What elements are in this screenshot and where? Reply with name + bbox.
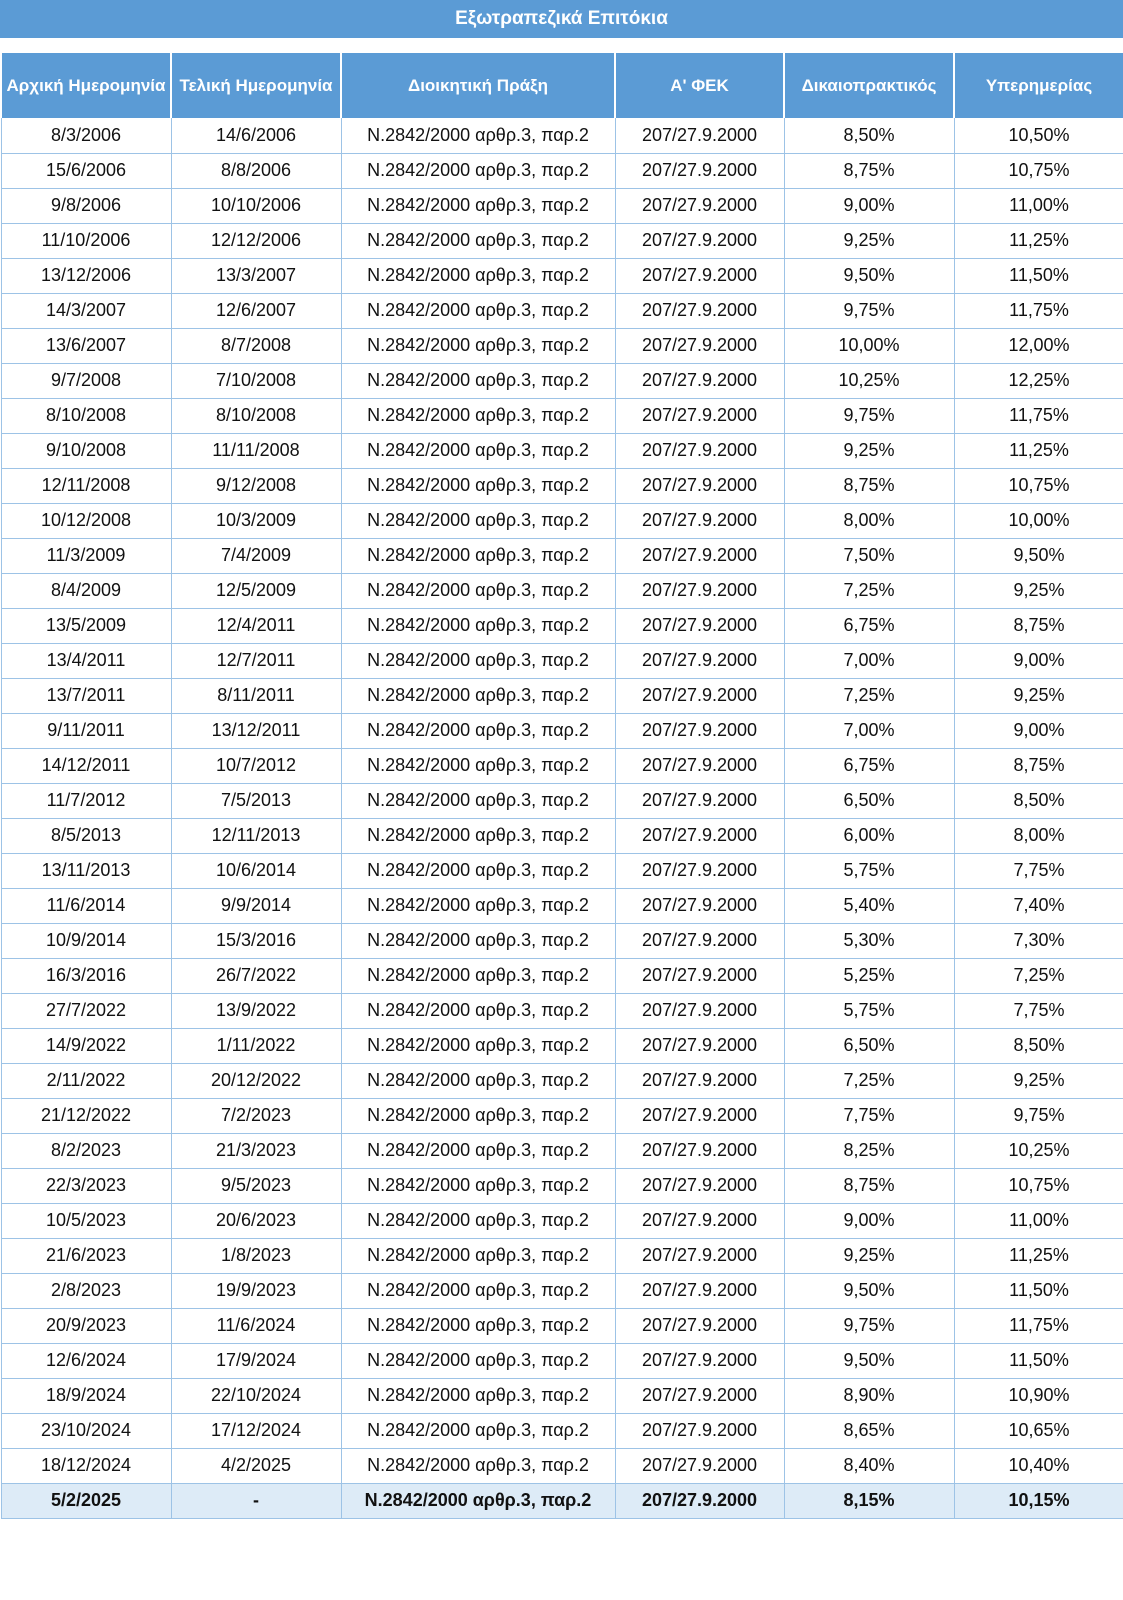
contractual-rate-cell: 7,25% [784, 573, 954, 608]
end-date-cell: 11/11/2008 [171, 433, 341, 468]
start-date-cell: 2/11/2022 [1, 1063, 171, 1098]
table-row [1, 188, 1123, 223]
table-row [1, 783, 1123, 818]
table-row [1, 643, 1123, 678]
fek-cell: 207/27.9.2000 [615, 1028, 784, 1063]
table-row [1, 573, 1123, 608]
table-title: Εξωτραπεζικά Επιτόκια [0, 0, 1123, 38]
table-row [1, 853, 1123, 888]
contractual-rate-cell: 9,25% [784, 433, 954, 468]
start-date-cell: 16/3/2016 [1, 958, 171, 993]
end-date-cell: 12/11/2013 [171, 818, 341, 853]
fek-cell: 207/27.9.2000 [615, 433, 784, 468]
default-rate-cell: 7,30% [954, 923, 1123, 958]
start-date-cell: 11/3/2009 [1, 538, 171, 573]
act-cell: Ν.2842/2000 αρθρ.3, παρ.2 [341, 1308, 615, 1343]
start-date-cell: 11/7/2012 [1, 783, 171, 818]
end-date-cell: 9/5/2023 [171, 1168, 341, 1203]
act-cell: Ν.2842/2000 αρθρ.3, παρ.2 [341, 713, 615, 748]
default-rate-cell: 8,75% [954, 608, 1123, 643]
fek-cell: 207/27.9.2000 [615, 958, 784, 993]
column-header-end-date: Τελική Ημερομηνία [171, 53, 341, 118]
end-date-cell: 8/10/2008 [171, 398, 341, 433]
end-date-cell: 1/8/2023 [171, 1238, 341, 1273]
contractual-rate-cell: 6,75% [784, 608, 954, 643]
table-row [1, 888, 1123, 923]
fek-cell: 207/27.9.2000 [615, 573, 784, 608]
start-date-cell: 14/3/2007 [1, 293, 171, 328]
act-cell: Ν.2842/2000 αρθρ.3, παρ.2 [341, 223, 615, 258]
table-row [1, 1343, 1123, 1378]
default-rate-cell: 10,75% [954, 468, 1123, 503]
table-row [1, 1098, 1123, 1133]
contractual-rate-cell: 9,25% [784, 1238, 954, 1273]
default-rate-cell: 8,75% [954, 748, 1123, 783]
fek-cell: 207/27.9.2000 [615, 678, 784, 713]
start-date-cell: 13/12/2006 [1, 258, 171, 293]
contractual-rate-cell: 8,75% [784, 1168, 954, 1203]
default-rate-cell: 8,50% [954, 1028, 1123, 1063]
table-row [1, 1483, 1123, 1518]
start-date-cell: 8/4/2009 [1, 573, 171, 608]
end-date-cell: 13/3/2007 [171, 258, 341, 293]
act-cell: Ν.2842/2000 αρθρ.3, παρ.2 [341, 678, 615, 713]
start-date-cell: 10/5/2023 [1, 1203, 171, 1238]
act-cell: Ν.2842/2000 αρθρ.3, παρ.2 [341, 993, 615, 1028]
act-cell: Ν.2842/2000 αρθρ.3, παρ.2 [341, 433, 615, 468]
default-rate-cell: 8,00% [954, 818, 1123, 853]
table-row [1, 678, 1123, 713]
start-date-cell: 10/12/2008 [1, 503, 171, 538]
contractual-rate-cell: 9,50% [784, 258, 954, 293]
act-cell: Ν.2842/2000 αρθρ.3, παρ.2 [341, 923, 615, 958]
contractual-rate-cell: 7,00% [784, 713, 954, 748]
end-date-cell: 7/5/2013 [171, 783, 341, 818]
default-rate-cell: 11,75% [954, 1308, 1123, 1343]
start-date-cell: 2/8/2023 [1, 1273, 171, 1308]
act-cell: Ν.2842/2000 αρθρ.3, παρ.2 [341, 573, 615, 608]
table-row [1, 1203, 1123, 1238]
act-cell: Ν.2842/2000 αρθρ.3, παρ.2 [341, 1133, 615, 1168]
end-date-cell: 17/12/2024 [171, 1413, 341, 1448]
start-date-cell: 10/9/2014 [1, 923, 171, 958]
fek-cell: 207/27.9.2000 [615, 223, 784, 258]
contractual-rate-cell: 6,00% [784, 818, 954, 853]
default-rate-cell: 11,50% [954, 258, 1123, 293]
table-row [1, 1133, 1123, 1168]
default-rate-cell: 10,15% [954, 1483, 1123, 1518]
act-cell: Ν.2842/2000 αρθρ.3, παρ.2 [341, 1063, 615, 1098]
act-cell: Ν.2842/2000 αρθρ.3, παρ.2 [341, 1098, 615, 1133]
start-date-cell: 9/7/2008 [1, 363, 171, 398]
table-row [1, 1168, 1123, 1203]
fek-cell: 207/27.9.2000 [615, 153, 784, 188]
default-rate-cell: 11,75% [954, 293, 1123, 328]
end-date-cell: 12/5/2009 [171, 573, 341, 608]
default-rate-cell: 7,75% [954, 993, 1123, 1028]
table-row [1, 993, 1123, 1028]
default-rate-cell: 8,50% [954, 783, 1123, 818]
start-date-cell: 21/6/2023 [1, 1238, 171, 1273]
default-rate-cell: 7,40% [954, 888, 1123, 923]
start-date-cell: 14/12/2011 [1, 748, 171, 783]
start-date-cell: 20/9/2023 [1, 1308, 171, 1343]
end-date-cell: 10/3/2009 [171, 503, 341, 538]
start-date-cell: 13/4/2011 [1, 643, 171, 678]
act-cell: Ν.2842/2000 αρθρ.3, παρ.2 [341, 783, 615, 818]
end-date-cell: 19/9/2023 [171, 1273, 341, 1308]
end-date-cell: 7/2/2023 [171, 1098, 341, 1133]
contractual-rate-cell: 7,50% [784, 538, 954, 573]
start-date-cell: 11/6/2014 [1, 888, 171, 923]
end-date-cell: 8/11/2011 [171, 678, 341, 713]
act-cell: Ν.2842/2000 αρθρ.3, παρ.2 [341, 188, 615, 223]
table-row [1, 398, 1123, 433]
fek-cell: 207/27.9.2000 [615, 1098, 784, 1133]
end-date-cell: 13/12/2011 [171, 713, 341, 748]
start-date-cell: 8/2/2023 [1, 1133, 171, 1168]
fek-cell: 207/27.9.2000 [615, 1483, 784, 1518]
start-date-cell: 13/11/2013 [1, 853, 171, 888]
column-header-default-rate: Υπερημερίας [954, 53, 1123, 118]
contractual-rate-cell: 6,75% [784, 748, 954, 783]
fek-cell: 207/27.9.2000 [615, 1238, 784, 1273]
act-cell: Ν.2842/2000 αρθρ.3, παρ.2 [341, 1273, 615, 1308]
act-cell: Ν.2842/2000 αρθρ.3, παρ.2 [341, 1448, 615, 1483]
table-row [1, 1308, 1123, 1343]
default-rate-cell: 9,25% [954, 573, 1123, 608]
fek-cell: 207/27.9.2000 [615, 468, 784, 503]
contractual-rate-cell: 8,15% [784, 1483, 954, 1518]
end-date-cell: 8/8/2006 [171, 153, 341, 188]
default-rate-cell: 9,50% [954, 538, 1123, 573]
contractual-rate-cell: 5,40% [784, 888, 954, 923]
act-cell: Ν.2842/2000 αρθρ.3, παρ.2 [341, 888, 615, 923]
default-rate-cell: 11,50% [954, 1273, 1123, 1308]
act-cell: Ν.2842/2000 αρθρ.3, παρ.2 [341, 328, 615, 363]
start-date-cell: 27/7/2022 [1, 993, 171, 1028]
contractual-rate-cell: 9,50% [784, 1343, 954, 1378]
contractual-rate-cell: 9,75% [784, 1308, 954, 1343]
act-cell: Ν.2842/2000 αρθρ.3, παρ.2 [341, 363, 615, 398]
contractual-rate-cell: 9,75% [784, 398, 954, 433]
fek-cell: 207/27.9.2000 [615, 1378, 784, 1413]
table-body [1, 118, 1123, 1518]
fek-cell: 207/27.9.2000 [615, 783, 784, 818]
fek-cell: 207/27.9.2000 [615, 748, 784, 783]
default-rate-cell: 7,75% [954, 853, 1123, 888]
fek-cell: 207/27.9.2000 [615, 818, 784, 853]
column-header-contractual-rate: Δικαιοπρακτικός [784, 53, 954, 118]
table-row [1, 923, 1123, 958]
default-rate-cell: 9,25% [954, 1063, 1123, 1098]
default-rate-cell: 10,40% [954, 1448, 1123, 1483]
fek-cell: 207/27.9.2000 [615, 923, 784, 958]
fek-cell: 207/27.9.2000 [615, 188, 784, 223]
act-cell: Ν.2842/2000 αρθρ.3, παρ.2 [341, 958, 615, 993]
default-rate-cell: 11,00% [954, 1203, 1123, 1238]
contractual-rate-cell: 6,50% [784, 1028, 954, 1063]
contractual-rate-cell: 7,25% [784, 1063, 954, 1098]
act-cell: Ν.2842/2000 αρθρ.3, παρ.2 [341, 1343, 615, 1378]
contractual-rate-cell: 5,30% [784, 923, 954, 958]
end-date-cell: 12/7/2011 [171, 643, 341, 678]
end-date-cell: 8/7/2008 [171, 328, 341, 363]
fek-cell: 207/27.9.2000 [615, 118, 784, 153]
fek-cell: 207/27.9.2000 [615, 713, 784, 748]
contractual-rate-cell: 8,50% [784, 118, 954, 153]
fek-cell: 207/27.9.2000 [615, 503, 784, 538]
fek-cell: 207/27.9.2000 [615, 1063, 784, 1098]
end-date-cell: 12/4/2011 [171, 608, 341, 643]
fek-cell: 207/27.9.2000 [615, 538, 784, 573]
end-date-cell: 20/12/2022 [171, 1063, 341, 1098]
default-rate-cell: 10,25% [954, 1133, 1123, 1168]
end-date-cell: 4/2/2025 [171, 1448, 341, 1483]
default-rate-cell: 10,90% [954, 1378, 1123, 1413]
contractual-rate-cell: 10,25% [784, 363, 954, 398]
end-date-cell: 9/12/2008 [171, 468, 341, 503]
table-header [1, 53, 1123, 118]
act-cell: Ν.2842/2000 αρθρ.3, παρ.2 [341, 468, 615, 503]
contractual-rate-cell: 8,40% [784, 1448, 954, 1483]
contractual-rate-cell: 8,75% [784, 153, 954, 188]
table-row [1, 363, 1123, 398]
end-date-cell: 10/7/2012 [171, 748, 341, 783]
act-cell: Ν.2842/2000 αρθρ.3, παρ.2 [341, 1413, 615, 1448]
fek-cell: 207/27.9.2000 [615, 1133, 784, 1168]
end-date-cell: 10/10/2006 [171, 188, 341, 223]
fek-cell: 207/27.9.2000 [615, 1308, 784, 1343]
start-date-cell: 9/8/2006 [1, 188, 171, 223]
contractual-rate-cell: 9,25% [784, 223, 954, 258]
table-row [1, 1378, 1123, 1413]
fek-cell: 207/27.9.2000 [615, 398, 784, 433]
contractual-rate-cell: 7,75% [784, 1098, 954, 1133]
table-row [1, 713, 1123, 748]
table-row [1, 958, 1123, 993]
act-cell: Ν.2842/2000 αρθρ.3, παρ.2 [341, 1028, 615, 1063]
table-row [1, 223, 1123, 258]
contractual-rate-cell: 9,00% [784, 1203, 954, 1238]
start-date-cell: 8/10/2008 [1, 398, 171, 433]
fek-cell: 207/27.9.2000 [615, 888, 784, 923]
act-cell: Ν.2842/2000 αρθρ.3, παρ.2 [341, 153, 615, 188]
contractual-rate-cell: 5,25% [784, 958, 954, 993]
contractual-rate-cell: 9,00% [784, 188, 954, 223]
fek-cell: 207/27.9.2000 [615, 1168, 784, 1203]
start-date-cell: 9/11/2011 [1, 713, 171, 748]
table-row [1, 503, 1123, 538]
contractual-rate-cell: 8,00% [784, 503, 954, 538]
end-date-cell: 10/6/2014 [171, 853, 341, 888]
table-row [1, 1238, 1123, 1273]
default-rate-cell: 11,75% [954, 398, 1123, 433]
start-date-cell: 11/10/2006 [1, 223, 171, 258]
act-cell: Ν.2842/2000 αρθρ.3, παρ.2 [341, 398, 615, 433]
contractual-rate-cell: 7,25% [784, 678, 954, 713]
start-date-cell: 12/6/2024 [1, 1343, 171, 1378]
end-date-cell: 20/6/2023 [171, 1203, 341, 1238]
fek-cell: 207/27.9.2000 [615, 1343, 784, 1378]
end-date-cell: 9/9/2014 [171, 888, 341, 923]
act-cell: Ν.2842/2000 αρθρ.3, παρ.2 [341, 1168, 615, 1203]
contractual-rate-cell: 9,75% [784, 293, 954, 328]
act-cell: Ν.2842/2000 αρθρ.3, παρ.2 [341, 293, 615, 328]
end-date-cell: - [171, 1483, 341, 1518]
contractual-rate-cell: 5,75% [784, 853, 954, 888]
start-date-cell: 23/10/2024 [1, 1413, 171, 1448]
end-date-cell: 17/9/2024 [171, 1343, 341, 1378]
table-row [1, 1273, 1123, 1308]
default-rate-cell: 11,00% [954, 188, 1123, 223]
fek-cell: 207/27.9.2000 [615, 853, 784, 888]
contractual-rate-cell: 7,00% [784, 643, 954, 678]
fek-cell: 207/27.9.2000 [615, 608, 784, 643]
table-row [1, 818, 1123, 853]
end-date-cell: 1/11/2022 [171, 1028, 341, 1063]
contractual-rate-cell: 8,25% [784, 1133, 954, 1168]
act-cell: Ν.2842/2000 αρθρ.3, παρ.2 [341, 1238, 615, 1273]
default-rate-cell: 12,25% [954, 363, 1123, 398]
fek-cell: 207/27.9.2000 [615, 293, 784, 328]
contractual-rate-cell: 8,75% [784, 468, 954, 503]
fek-cell: 207/27.9.2000 [615, 1413, 784, 1448]
act-cell: Ν.2842/2000 αρθρ.3, παρ.2 [341, 853, 615, 888]
fek-cell: 207/27.9.2000 [615, 993, 784, 1028]
end-date-cell: 15/3/2016 [171, 923, 341, 958]
end-date-cell: 21/3/2023 [171, 1133, 341, 1168]
start-date-cell: 12/11/2008 [1, 468, 171, 503]
table-row [1, 153, 1123, 188]
table-row [1, 293, 1123, 328]
act-cell: Ν.2842/2000 αρθρ.3, παρ.2 [341, 608, 615, 643]
default-rate-cell: 10,75% [954, 153, 1123, 188]
default-rate-cell: 12,00% [954, 328, 1123, 363]
table-row [1, 258, 1123, 293]
table-row [1, 538, 1123, 573]
start-date-cell: 18/12/2024 [1, 1448, 171, 1483]
start-date-cell: 13/5/2009 [1, 608, 171, 643]
start-date-cell: 13/7/2011 [1, 678, 171, 713]
table-row [1, 1448, 1123, 1483]
fek-cell: 207/27.9.2000 [615, 363, 784, 398]
act-cell: Ν.2842/2000 αρθρ.3, παρ.2 [341, 538, 615, 573]
default-rate-cell: 10,75% [954, 1168, 1123, 1203]
fek-cell: 207/27.9.2000 [615, 328, 784, 363]
end-date-cell: 7/4/2009 [171, 538, 341, 573]
interest-rates-table [0, 53, 1123, 1519]
act-cell: Ν.2842/2000 αρθρ.3, παρ.2 [341, 818, 615, 853]
act-cell: Ν.2842/2000 αρθρ.3, παρ.2 [341, 1483, 615, 1518]
default-rate-cell: 9,25% [954, 678, 1123, 713]
end-date-cell: 13/9/2022 [171, 993, 341, 1028]
default-rate-cell: 9,75% [954, 1098, 1123, 1133]
contractual-rate-cell: 5,75% [784, 993, 954, 1028]
default-rate-cell: 7,25% [954, 958, 1123, 993]
column-header-fek: Α' ΦΕΚ [615, 53, 784, 118]
fek-cell: 207/27.9.2000 [615, 643, 784, 678]
start-date-cell: 18/9/2024 [1, 1378, 171, 1413]
contractual-rate-cell: 8,90% [784, 1378, 954, 1413]
column-header-start-date: Αρχική Ημερομηνία [1, 53, 171, 118]
default-rate-cell: 9,00% [954, 643, 1123, 678]
contractual-rate-cell: 9,50% [784, 1273, 954, 1308]
default-rate-cell: 10,65% [954, 1413, 1123, 1448]
table-row [1, 328, 1123, 363]
act-cell: Ν.2842/2000 αρθρ.3, παρ.2 [341, 503, 615, 538]
contractual-rate-cell: 10,00% [784, 328, 954, 363]
end-date-cell: 12/6/2007 [171, 293, 341, 328]
start-date-cell: 8/5/2013 [1, 818, 171, 853]
default-rate-cell: 11,50% [954, 1343, 1123, 1378]
table-row [1, 1413, 1123, 1448]
column-header-act: Διοικητική Πράξη [341, 53, 615, 118]
end-date-cell: 26/7/2022 [171, 958, 341, 993]
default-rate-cell: 9,00% [954, 713, 1123, 748]
table-row [1, 1028, 1123, 1063]
fek-cell: 207/27.9.2000 [615, 258, 784, 293]
contractual-rate-cell: 8,65% [784, 1413, 954, 1448]
start-date-cell: 8/3/2006 [1, 118, 171, 153]
default-rate-cell: 10,00% [954, 503, 1123, 538]
act-cell: Ν.2842/2000 αρθρ.3, παρ.2 [341, 1203, 615, 1238]
default-rate-cell: 10,50% [954, 118, 1123, 153]
act-cell: Ν.2842/2000 αρθρ.3, παρ.2 [341, 748, 615, 783]
start-date-cell: 14/9/2022 [1, 1028, 171, 1063]
start-date-cell: 13/6/2007 [1, 328, 171, 363]
header-row [1, 53, 1123, 118]
default-rate-cell: 11,25% [954, 433, 1123, 468]
start-date-cell: 21/12/2022 [1, 1098, 171, 1133]
table-row [1, 468, 1123, 503]
table-row [1, 118, 1123, 153]
end-date-cell: 12/12/2006 [171, 223, 341, 258]
act-cell: Ν.2842/2000 αρθρ.3, παρ.2 [341, 643, 615, 678]
end-date-cell: 7/10/2008 [171, 363, 341, 398]
contractual-rate-cell: 6,50% [784, 783, 954, 818]
table-row [1, 1063, 1123, 1098]
fek-cell: 207/27.9.2000 [615, 1273, 784, 1308]
start-date-cell: 9/10/2008 [1, 433, 171, 468]
default-rate-cell: 11,25% [954, 1238, 1123, 1273]
table-row [1, 433, 1123, 468]
start-date-cell: 5/2/2025 [1, 1483, 171, 1518]
end-date-cell: 22/10/2024 [171, 1378, 341, 1413]
table-row [1, 748, 1123, 783]
start-date-cell: 22/3/2023 [1, 1168, 171, 1203]
end-date-cell: 14/6/2006 [171, 118, 341, 153]
table-row [1, 608, 1123, 643]
act-cell: Ν.2842/2000 αρθρ.3, παρ.2 [341, 1378, 615, 1413]
start-date-cell: 15/6/2006 [1, 153, 171, 188]
act-cell: Ν.2842/2000 αρθρ.3, παρ.2 [341, 118, 615, 153]
end-date-cell: 11/6/2024 [171, 1308, 341, 1343]
act-cell: Ν.2842/2000 αρθρ.3, παρ.2 [341, 258, 615, 293]
fek-cell: 207/27.9.2000 [615, 1203, 784, 1238]
fek-cell: 207/27.9.2000 [615, 1448, 784, 1483]
default-rate-cell: 11,25% [954, 223, 1123, 258]
